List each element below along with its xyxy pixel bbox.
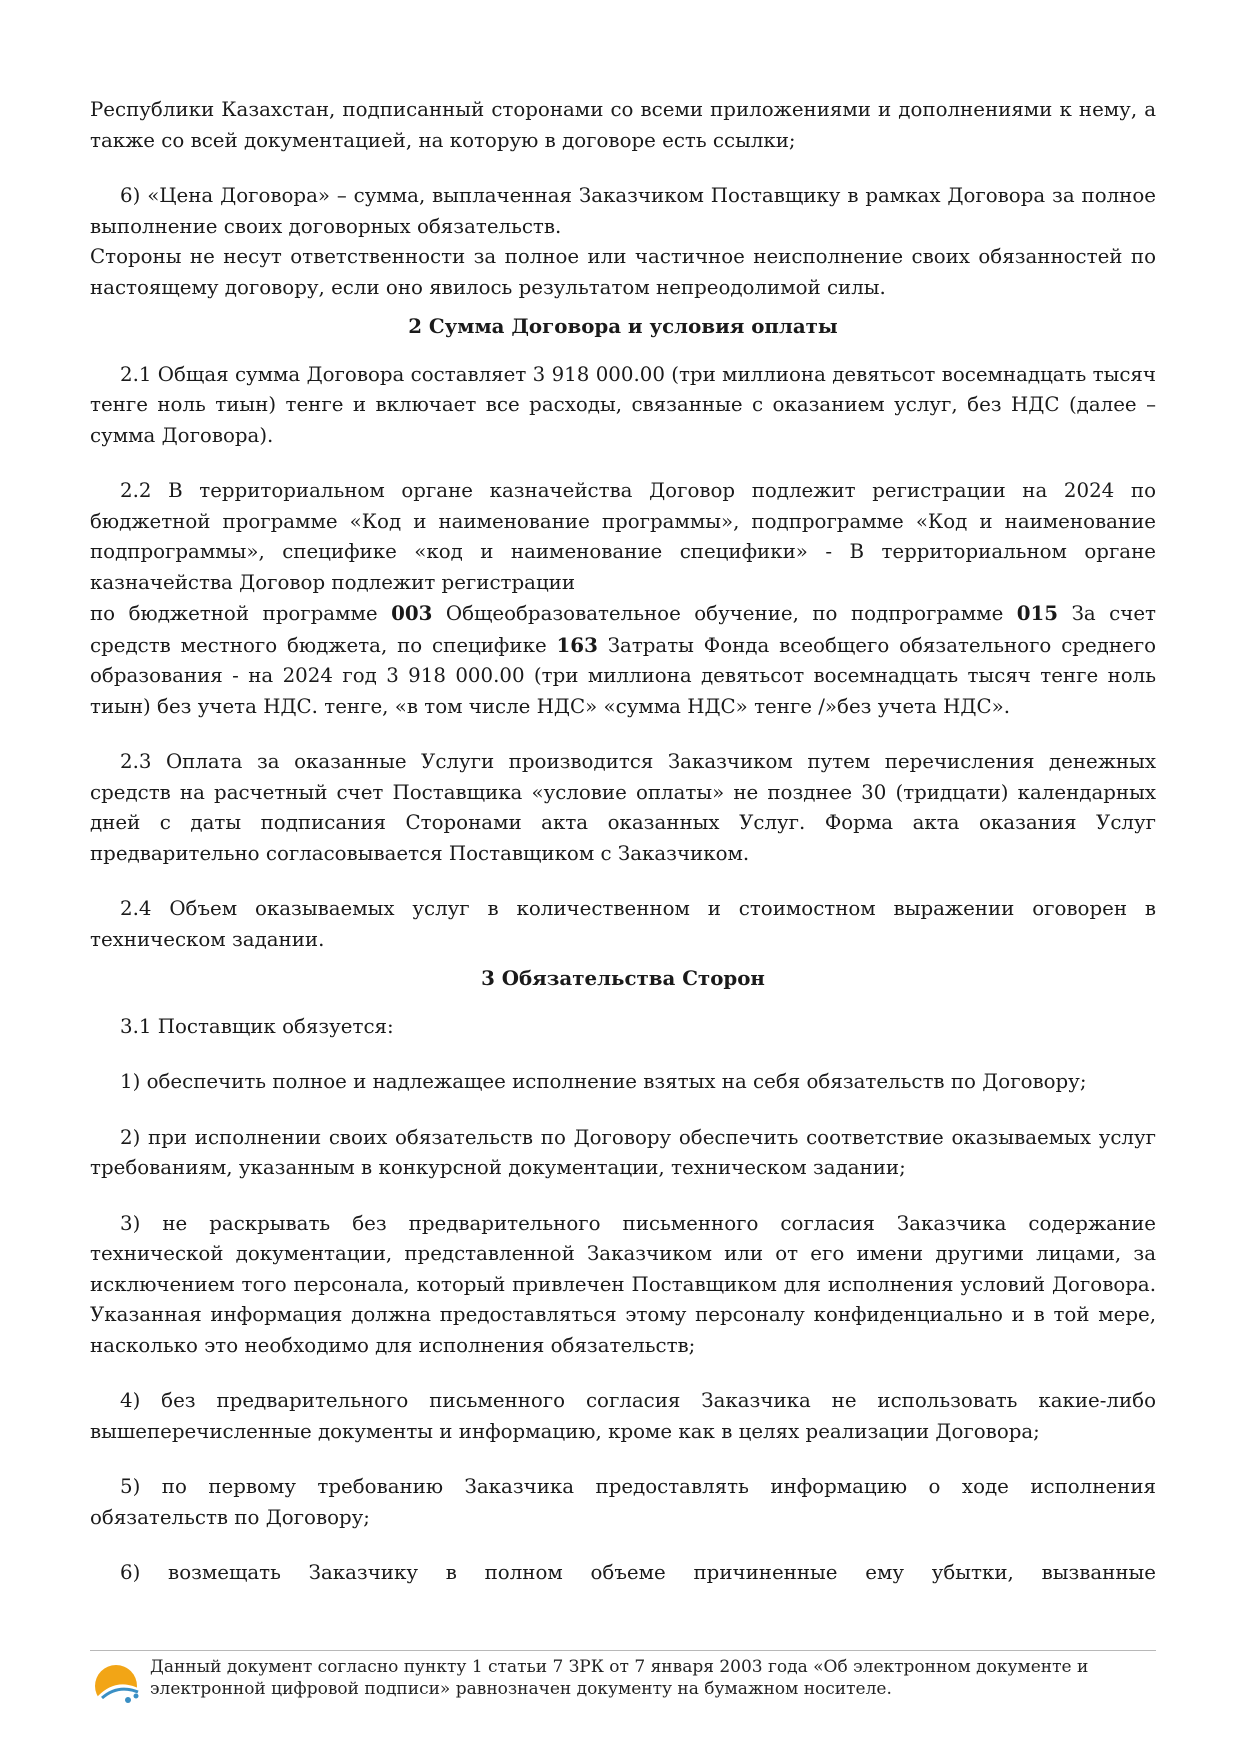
obligation-3: 3) не раскрывать без предварительного письменного согласия Заказчика содержание технической документации, представленной Заказчиком или от его имени другими лицами, за исключением того персонала, который привлечен Поставщиком для исполнения условий Договора. Указанная информация должна предоставляться этому персоналу конфиденциально и в той мере, насколько это необходимо для исполнения обязательств; <box>90 1211 1156 1357</box>
budget-specific-code: 163 <box>556 632 598 657</box>
obligation-2: 2) при исполнении своих обязательств по Договору обеспечить соответствие оказываемых услуг требованиям, указанным в конкурсной документации, техническом задании; <box>90 1125 1156 1179</box>
paragraph-force-majeure: Стороны не несут ответственности за полное или частичное неисполнение своих обязанностей по настоящему договору, если оно явилось результатом непреодолимой силы. <box>90 245 1156 299</box>
section-heading-3: 3 Обязательства Сторон <box>481 966 765 990</box>
portal-logo-icon <box>92 1658 142 1708</box>
obligation-1: 1) обеспечить полное и надлежащее исполнение взятых на себя обязательств по Договору; <box>120 1070 1087 1093</box>
footer-divider <box>90 1650 1156 1651</box>
budget-text: Общеобразовательное обучение, по подпрограмме <box>432 602 1017 625</box>
obligation-5: 5) по первому требованию Заказчика предоставлять информацию о ходе исполнения обязательств по Договору; <box>90 1475 1156 1529</box>
obligation-4: 4) без предварительного письменного согласия Заказчика не использовать какие-либо вышеперечисленные документы и информацию, кроме как в целях реализации Договора; <box>90 1389 1156 1443</box>
footer <box>90 1652 1156 1708</box>
budget-program-code: 003 <box>391 601 433 625</box>
section-heading-2: 2 Сумма Договора и условия оплаты <box>408 314 838 338</box>
clause-2-2-budget <box>90 598 1156 722</box>
paragraph-intro: Республики Казахстан, подписанный сторонами со всеми приложениями и дополнениями к нему, а также со всей документацией, на которую в договоре есть ссылки; <box>90 98 1156 152</box>
paragraph-contract-price: 6) «Цена Договора» – сумма, выплаченная Заказчиком Поставщику в рамках Договора за полное выполнение своих договорных обязательств. <box>90 184 1156 238</box>
clause-2-2: 2.2 В территориальном органе казначейства Договор подлежит регистрации на 2024 по бюджетной программе «Код и наименование программы», подпрограмме «Код и наименование подпрограммы», специфике «код и наименование специфики» - В территориальном органе казначейства Договор подлежит регистрации <box>90 479 1156 594</box>
clause-2-4: 2.4 Объем оказываемых услуг в количественном и стоимостном выражении оговорен в техническом задании. <box>90 897 1156 951</box>
clause-2-3: 2.3 Оплата за оказанные Услуги производится Заказчиком путем перечисления денежных средств на расчетный счет Поставщика «условие оплаты» не позднее 30 (тридцати) календарных дней с даты подписания Сторонами акта оказанных Услуг. Форма акта оказания Услуг предварительно согласовывается Поставщиком с Заказчиком. <box>90 750 1156 865</box>
budget-text: Затраты Фонда всеобщего обязательного среднего образования - на 2024 год 3 918 000.00 (три миллиона девятьсот восемнадцать тысяч тенге ноль тиын) без учета НДС. тенге, «в том числе НДС» «сумма НДС» тенге /»без учета НДС». <box>90 633 1156 718</box>
clause-2-1: 2.1 Общая сумма Договора составляет 3 918 000.00 (три миллиона девятьсот восемнадцать тысяч тенге ноль тиын) тенге и включает все расходы, связанные с оказанием услуг, без НДС (далее – сумма Договора). <box>90 362 1156 447</box>
clause-3-1: 3.1 Поставщик обязуется: <box>120 1014 394 1038</box>
budget-subprogram-code: 015 <box>1016 601 1059 625</box>
obligation-6: 6) возмещать Заказчику в полном объеме причиненные ему убытки, вызванные <box>120 1561 1156 1584</box>
budget-text: по бюджетной программе <box>90 602 392 625</box>
budget-text: За счет средств местного бюджета, по специфике <box>90 602 1156 657</box>
footer-legal-notice: Данный документ согласно пункту 1 статьи 7 ЗРК от 7 января 2003 года «Об электронном документе и электронной цифровой подписи» равнозначен документу на бумажном носителе. <box>150 1657 1089 1699</box>
document-body <box>90 95 1156 1589</box>
